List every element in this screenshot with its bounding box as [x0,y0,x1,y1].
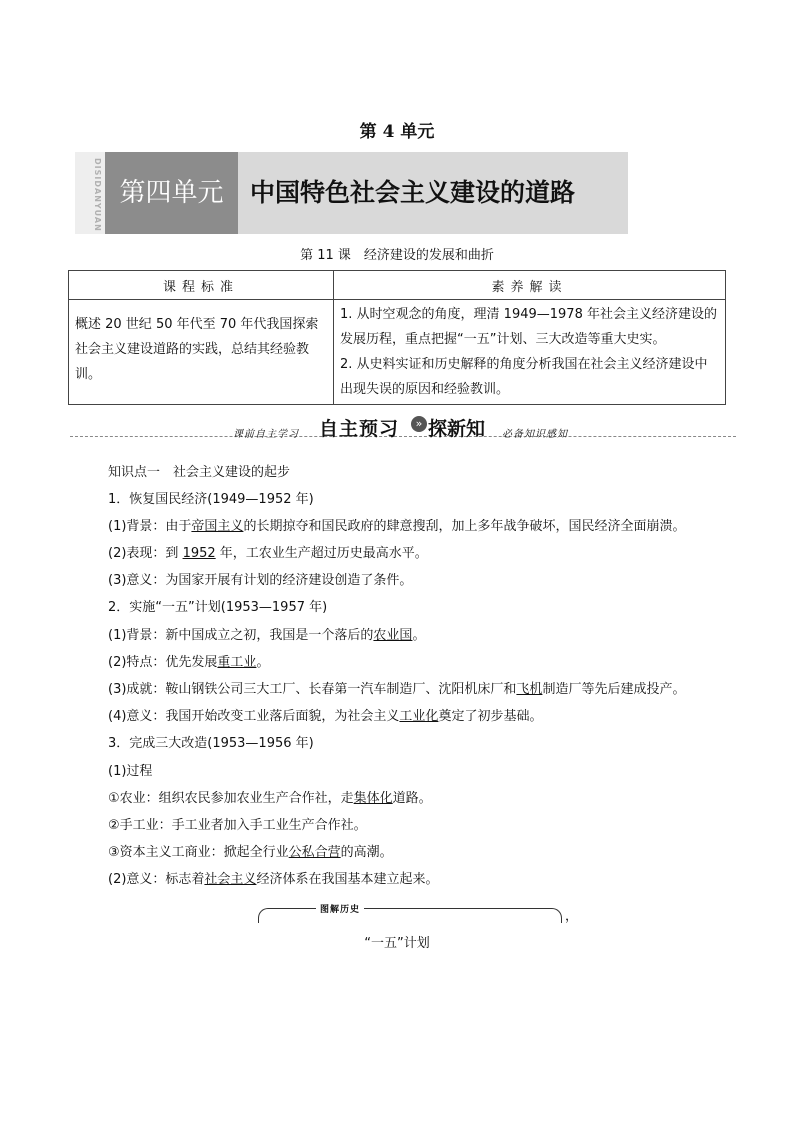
blank-answer: 集体化 [353,791,393,806]
knowledge-point-title: 知识点一 社会主义建设的起步 [108,465,291,480]
header-course-standard: 课程标准 [69,271,334,300]
s2-background: (1)背景：新中国成立之初，我国是一个落后的农业国。 [108,628,426,643]
s3-capitalist-commerce: ③资本主义工商业：掀起全行业公私合营的高潮。 [108,845,393,860]
figure-caption: “一五”计划 [364,936,430,951]
figure-comma: ， [565,909,579,924]
banner-unit-label: 第四单元 [105,152,238,234]
section-1-title: 1．恢复国民经济(1949—1952 年) [108,492,314,507]
s1-performance: (2)表现：到 1952 年，工农业生产超过历史最高水平。 [108,546,428,561]
unit-heading: 第 4 单元 [359,122,435,142]
lesson-title: 第 11 课 经济建设的发展和曲折 [300,248,494,263]
s3-agriculture: ①农业：组织农民参加农业生产合作社，走集体化道路。 [108,791,432,806]
standards-table [68,270,726,405]
blank-answer: 农业国 [373,628,413,643]
double-arrow-icon: » [411,416,427,432]
literacy-item-2: 2. 从史料实证和历史解释的角度分析我国在社会主义经济建设中出现失误的原因和经验教训。 [340,357,708,397]
table-header-row [69,271,726,300]
header-literacy-interpretation: 素养解读 [334,271,726,300]
s1-background: (1)背景：由于帝国主义的长期掠夺和国民政府的肆意搜刮，加上多年战争破坏，国民经济全面崩溃。 [108,519,686,534]
s2-feature: (2)特点：优先发展重工业。 [108,655,270,670]
s3-process: (1)过程 [108,764,153,779]
section-divider-line [70,436,736,437]
course-standard-text: 概述 20 世纪 50 年代至 70 年代我国探索社会主义建设道路的实践，总结其经验教训。 [69,300,334,405]
blank-answer: 社会主义 [204,872,257,887]
blank-answer: 重工业 [217,655,257,670]
s2-achievement: (3)成就：鞍山钢铁公司三大工厂、长春第一汽车制造厂、沈阳机床厂和飞机制造厂等先后建成投产。 [108,682,686,697]
s1-significance: (3)意义：为国家开展有计划的经济建设创造了条件。 [108,573,413,588]
divider-main-text-2: 探新知 [428,418,486,440]
section-2-title: 2．实施“一五”计划(1953—1957 年) [108,600,328,615]
literacy-item-1: 1. 从时空观念的角度，理清 1949—1978 年社会主义经济建设的发展历程，重点把握“一五”计划、三大改造等重大史实。 [340,307,717,347]
blank-answer: 工业化 [399,709,439,724]
s3-significance: (2)意义：标志着社会主义经济体系在我国基本建立起来。 [108,872,439,887]
blank-answer: 1952 [182,546,216,561]
figure-bracket [258,908,562,923]
divider-left-text: 课前自主学习 [233,429,299,440]
blank-answer: 帝国主义 [191,519,244,534]
blank-answer: 公私合营 [288,845,341,860]
divider-right-text: 必备知识感知 [502,429,568,440]
s2-significance: (4)意义：我国开始改变工业落后面貌，为社会主义工业化奠定了初步基础。 [108,709,543,724]
table-row [69,300,726,405]
section-3-title: 3．完成三大改造(1953—1956 年) [108,736,314,751]
banner-title: 中国特色社会主义建设的道路 [250,178,576,207]
divider-main-text: 自主预习 [319,418,400,440]
s3-handicraft: ②手工业：手工业者加入手工业生产合作社。 [108,818,367,833]
figure-label: 图解历史 [316,902,364,915]
banner-side-text: DISIDANYUAN [93,158,102,232]
literacy-interpretation-cell [334,300,726,405]
blank-answer: 飞机 [516,682,543,697]
